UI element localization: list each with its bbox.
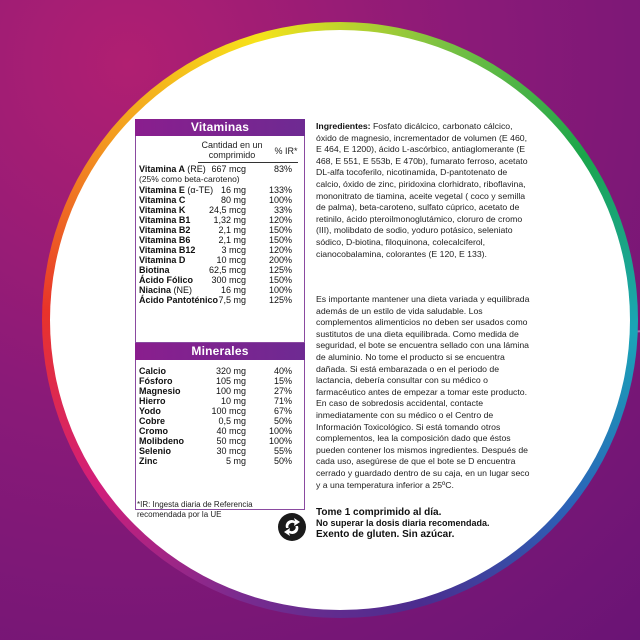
nutrient-ir-percent: 55% — [273, 446, 292, 456]
nutrient-name-text: Yodo — [139, 406, 161, 416]
vitamin-row — [136, 164, 304, 174]
nutrient-name-text: Niacina — [139, 285, 172, 295]
header-rule — [198, 162, 298, 163]
nutrient-amount: 7,5 mg — [218, 295, 246, 305]
vitamin-row — [136, 195, 304, 205]
nutrient-name — [139, 386, 181, 396]
nutrient-name-text: Vitamina B12 — [139, 245, 196, 255]
nutrient-amount: 667 mcg — [211, 164, 246, 174]
nutrient-ir-percent: 100% — [268, 426, 292, 436]
nutrient-amount: 2,1 mg — [218, 225, 246, 235]
nutrient-ir-percent: 133% — [268, 185, 292, 195]
nutrient-name — [139, 164, 206, 174]
nutrition-panel — [135, 119, 305, 510]
nutrient-name-text: Cobre — [139, 416, 166, 426]
nutrient-name-text: Vitamina D — [139, 255, 186, 265]
mineral-row — [136, 416, 304, 426]
vitamins-column-headers — [136, 138, 304, 164]
nutrient-amount: 3 mcg — [221, 245, 246, 255]
nutrient-ir-percent: 100% — [268, 285, 292, 295]
nutrient-amount: 30 mcg — [216, 446, 246, 456]
nutrient-ir-percent: 67% — [273, 406, 292, 416]
dose-line-1: Tome 1 comprimido al día. — [316, 507, 442, 518]
ir-column-header: % IR* — [274, 146, 298, 156]
vitamin-row — [136, 245, 304, 255]
dose-line-2: No superar la dosis diaria recomendada. — [316, 518, 490, 528]
nutrient-name-text: Cromo — [139, 426, 168, 436]
nutrient-amount: 62,5 mcg — [208, 265, 246, 275]
ingredients-block — [316, 121, 532, 260]
minerals-rows — [136, 366, 304, 466]
dosage-block — [316, 507, 532, 540]
vitamin-row — [136, 295, 304, 305]
nutrient-name-text: Ácido Pantoténico — [139, 295, 219, 305]
nutrient-unit-note: (RE) — [187, 164, 206, 174]
nutrient-name — [139, 245, 195, 255]
nutrient-name-text: Vitamina A — [139, 164, 185, 174]
mineral-row — [136, 396, 304, 406]
mineral-row — [136, 406, 304, 416]
nutrient-amount: 10 mg — [220, 396, 246, 406]
nutrient-ir-percent: 27% — [273, 386, 292, 396]
nutrient-ir-percent: 125% — [268, 295, 292, 305]
nutrient-name-text: Zinc — [139, 456, 158, 466]
vitamin-row — [136, 215, 304, 225]
nutrient-name-text: Vitamina K — [139, 205, 186, 215]
nutrient-amount: 16 mg — [220, 285, 246, 295]
gluten-line: Exento de gluten. Sin azúcar. — [316, 529, 455, 540]
nutrient-name — [139, 396, 166, 406]
nutrient-ir-percent: 150% — [268, 225, 292, 235]
nutrient-name — [139, 185, 213, 195]
nutrient-name-text: Magnesio — [139, 386, 181, 396]
mineral-row — [136, 456, 304, 466]
nutrient-name-text: Vitamina B1 — [139, 215, 191, 225]
mineral-row — [136, 426, 304, 436]
vitamin-row — [136, 255, 304, 265]
nutrient-name — [139, 255, 185, 265]
ingredients-label: Ingredientes: — [316, 121, 371, 131]
nutrient-name — [139, 416, 165, 426]
nutrient-amount: 24,5 mcg — [208, 205, 246, 215]
nutrient-name-text: Biotina — [139, 265, 170, 275]
nutrient-amount: 1,32 mg — [213, 215, 246, 225]
nutrient-name-text: Vitamina B6 — [139, 235, 191, 245]
nutrient-name — [139, 215, 190, 225]
nutrient-amount: 16 mg — [220, 185, 246, 195]
nutrient-amount: 40 mcg — [216, 426, 246, 436]
nutrient-ir-percent: 120% — [268, 215, 292, 225]
nutrient-name — [139, 426, 168, 436]
nutrient-ir-percent: 33% — [273, 205, 292, 215]
nutrient-name-text: Vitamina C — [139, 195, 186, 205]
nutrient-name-text: Vitamina E — [139, 185, 185, 195]
nutrient-amount: 80 mg — [220, 195, 246, 205]
mineral-row — [136, 386, 304, 396]
vitamin-row — [136, 275, 304, 285]
nutrient-name-text: Ácido Fólico — [139, 275, 193, 285]
mineral-row — [136, 436, 304, 446]
nutrient-name — [139, 376, 173, 386]
vitamins-rows — [136, 164, 304, 305]
nutrient-amount: 0,5 mg — [218, 416, 246, 426]
nutrient-name — [139, 265, 170, 275]
vitamin-row — [136, 205, 304, 215]
nutrient-ir-percent: 50% — [273, 416, 292, 426]
nutrient-name — [139, 446, 171, 456]
nutrient-ir-percent: 71% — [273, 396, 292, 406]
nutrient-name — [139, 285, 192, 295]
vitamin-row — [136, 185, 304, 195]
ingredients-text: Fosfato dicálcico, carbonato cálcico, óxido de magnesio, incrementador de volumen (E 460, E 464, E 1200), ácido L-ascórbico, antiaglomerante (E 468, E 551, E 553b, E 470b), fumarato ferroso, acetato DL-alfa tocoferilo, nicotinamida, D-pantotenato de calcio, óxido de zinc, piridoxina clorhidrato, riboflavina, mononitrato de tiamina, aceite vegetal ( coco y semilla de palma), beta-caroteno, sulfato cúprico, acetato de retinilo, ácido pteroilmonoglutámico, cloruro de cromo (III), molibdato de sodio, yoduro potásico, seleniato sódico, D-biotina, filoquinona, colecalciferol, cianocobalamina, colorantes (E 120, E 133). — [316, 121, 528, 259]
nutrient-amount: 105 mg — [215, 376, 246, 386]
mineral-row — [136, 446, 304, 456]
nutrient-ir-percent: 200% — [268, 255, 292, 265]
nutrient-name-text: Vitamina B2 — [139, 225, 191, 235]
nutrient-amount: 2,1 mg — [218, 235, 246, 245]
nutrient-ir-percent: 100% — [268, 436, 292, 446]
nutrient-name — [139, 205, 185, 215]
nutrient-ir-percent: 150% — [268, 275, 292, 285]
nutrient-name-text: Molibdeno — [139, 436, 184, 446]
nutrient-amount: 100 mcg — [211, 406, 246, 416]
nutrient-name — [139, 295, 218, 305]
minerals-header: Minerales — [135, 343, 305, 360]
amount-column-header: Cantidad en un comprimido — [201, 140, 263, 160]
recycle-icon — [277, 512, 307, 542]
nutrient-ir-percent: 100% — [268, 195, 292, 205]
mineral-row — [136, 366, 304, 376]
nutrient-amount: 50 mcg — [216, 436, 246, 446]
nutrient-ir-percent: 125% — [268, 265, 292, 275]
nutrient-name — [139, 195, 185, 205]
nutrient-ir-percent: 83% — [273, 164, 292, 174]
vitamin-row — [136, 235, 304, 245]
nutrient-unit-note: (α-TE) — [187, 185, 214, 195]
nutrient-name — [139, 436, 184, 446]
nutrient-name — [139, 456, 158, 466]
vitamin-row — [136, 225, 304, 235]
vitamin-row — [136, 265, 304, 275]
nutrient-name — [139, 225, 190, 235]
nutrient-ir-percent: 15% — [273, 376, 292, 386]
vitamin-row — [136, 285, 304, 295]
nutrient-amount: 100 mg — [215, 386, 246, 396]
nutrient-name-text: Hierro — [139, 396, 166, 406]
nutrient-name — [139, 406, 161, 416]
advice-text: Es importante mantener una dieta variada y equilibrada además de un estilo de vida saludable. Los complementos alimenticios no deben ser usados como sustitutos de una dieta equilibrada. Como medida de seguridad, el bote se encuentra sellado con una lámina de aluminio. No tome el producto si se encuentra dañada. Si está embarazada o en el periodo de lactancia, debería consultar con su médico o farmacéutico antes de empezar a tomar este producto. En caso de sobredosis accidental, contacte inmediatamente con su médico o el Centro de Información Toxicológico. Si está tomando otros complementos, lea la composición dado que éstos pueden contener los mismos ingredientes. Después de cada uso, asegúrese de que el bote se D encuentra cerrado y guardado dentro de su caja, en un lugar seco y a una temperatura inferior a 25ºC. — [316, 294, 530, 490]
nutrient-amount: 10 mcg — [216, 255, 246, 265]
minerals-table — [135, 360, 305, 510]
nutrient-name — [139, 235, 190, 245]
nutrient-ir-percent: 40% — [273, 366, 292, 376]
nutrient-name-text: Calcio — [139, 366, 167, 376]
nutrient-name — [139, 366, 166, 376]
mineral-row — [136, 376, 304, 386]
nutrient-name-text: Selenio — [139, 446, 172, 456]
vitamins-header: Vitaminas — [135, 119, 305, 136]
nutrient-amount: 320 mg — [215, 366, 246, 376]
nutrient-name-text: Fósforo — [139, 376, 173, 386]
row-subnote: (25% como beta-caroteno) — [139, 174, 240, 184]
nutrient-name — [139, 275, 193, 285]
nutrient-ir-percent: 120% — [268, 245, 292, 255]
nutrient-amount: 300 mcg — [211, 275, 246, 285]
nutrient-ir-percent: 150% — [268, 235, 292, 245]
nutrient-ir-percent: 50% — [273, 456, 292, 466]
vitamins-table — [135, 136, 305, 343]
nutrient-unit-note: (NE) — [173, 285, 193, 295]
nutrient-amount: 5 mg — [225, 456, 246, 466]
ir-footnote: *IR: Ingesta diaria de Referencia recomendada por la UE — [137, 500, 253, 519]
